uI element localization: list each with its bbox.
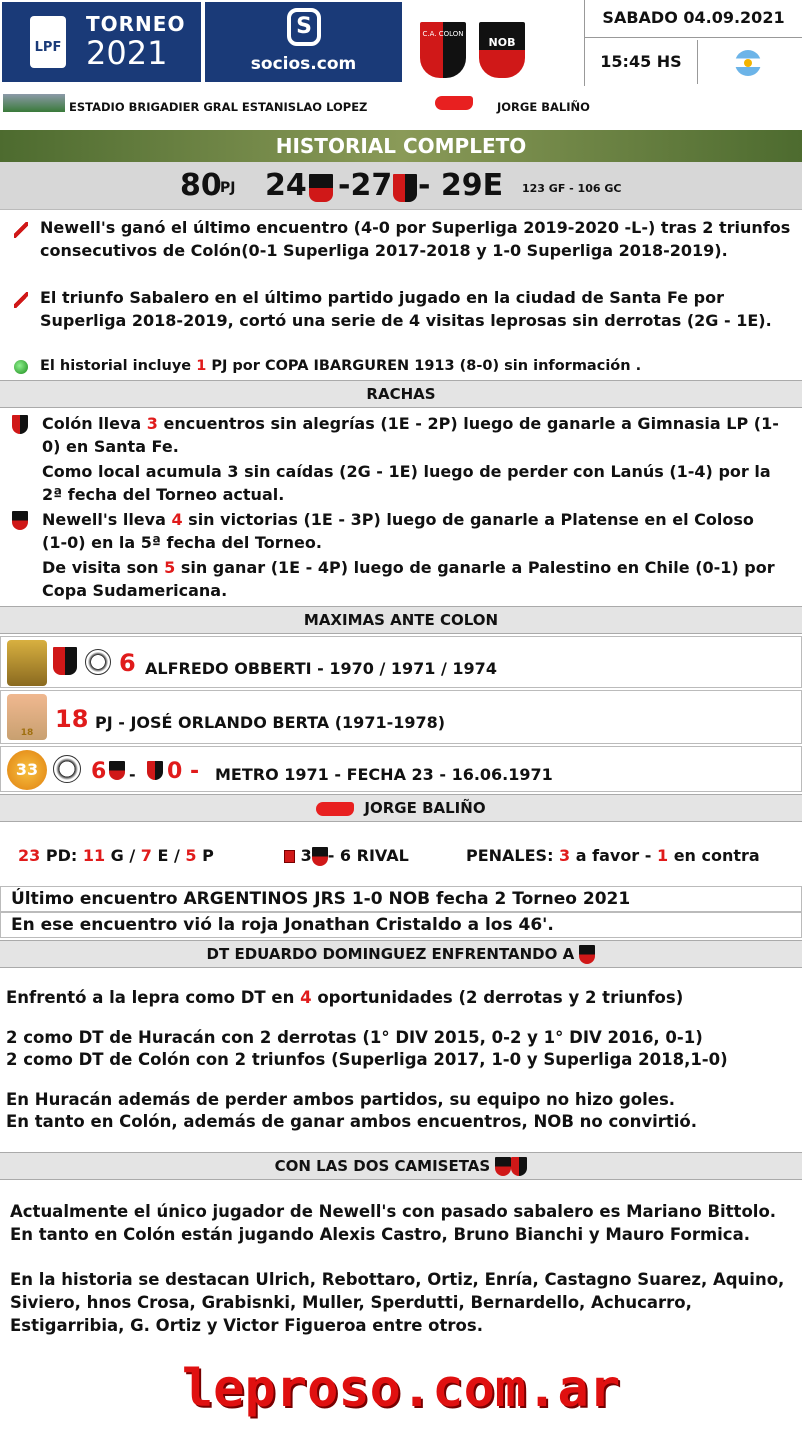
racha-colon-n: 3 [146,414,158,433]
dt-line-4: En Huracán además de perder ambos partidos, su equipo no hizo goles. [6,1090,676,1109]
arbitro-g: 11 [82,846,106,865]
camisetas-p2: En la historia se destacan Ulrich, Rebottaro, Ortiz, Enría, Castagno Suarez, Aquino, Siviero, hnos Crosa, Grabisnki, Muller, Sperdutti, Bernardello, Achucarro, Estigarribia, G. Ortiz y Victor Figueroa entre otros. [10,1270,785,1335]
match-time: 15:45 HS [585,40,698,84]
player-trophy-icon: 18 [7,694,47,740]
nob-crest-icon: NOB [479,22,525,78]
nob-shield-icon [12,511,28,530]
stadium-name: ESTADIO BRIGADIER GRAL ESTANISLAO LOPEZ [69,100,368,114]
roja-row [0,912,802,938]
racha-colon-local: Como local acumula 3 sin caídas (2G - 1E) luego de perder con Lanús (1-4) por la 2ª fecha del Torneo actual. [42,462,771,504]
header [0,0,802,86]
soccer-ball-icon [53,755,81,783]
medal-icon: 33 [7,750,47,790]
arbitro-p-label: P [196,846,214,865]
racha-nob-vn: 5 [164,558,176,577]
match-info [584,0,802,86]
pen-icon [14,292,28,308]
nob-shield-icon [312,847,328,866]
dt-header [0,940,802,968]
rojas-rival: - 6 RIVAL [327,846,409,865]
racha-nob-visita [42,556,782,602]
torneo-year: 2021 [86,34,168,72]
racha-nob-a: Newell's lleva [42,510,172,529]
arbitro-roja: En ese encuentro vió la roja Jonathan Cristaldo a los 46'. [11,915,554,935]
goals-summary: 123 GF - 106 GC [522,182,622,195]
note-2: El triunfo Sabalero en el último partido jugado en la ciudad de Santa Fe por Superliga 2018-2019, cortó una serie de 4 visitas leprosas sin derrotas (2G - 1E). [40,288,772,330]
note-3 [40,355,641,378]
sponsor-name: socios.com [250,54,357,74]
referee-name: JORGE BALIÑO [497,100,590,114]
pen-end: en contra [668,846,760,865]
arbitro-p: 5 [185,846,197,865]
note-1: Newell's ganó el último encuentro (4-0 por Superliga 2019-2020 -L-) tras 2 triunfos consecutivos de Colón(0-1 Superliga 2017-2018 y 1-0 Superliga 2018-2019). [40,218,791,260]
racha-nob-n: 4 [171,510,183,529]
maximas-header: MAXIMAS ANTE COLON [0,606,802,634]
colon-crest-icon: C.A. COLON [420,22,466,78]
match-date: SABADO 04.09.2021 [585,0,802,38]
note-3-b: PJ por COPA IBARGUREN 1913 (8-0) sin información . [206,358,642,374]
arbitro-e: 7 [140,846,152,865]
arbitro-title: JORGE BALIÑO [364,799,486,817]
arbitro-pd: 23 [18,846,41,865]
lpf-logo: LPF [30,16,66,68]
goleador-text: ALFREDO OBBERTI - 1970 / 1971 / 1974 [145,659,497,678]
draws: - 29E [418,168,504,203]
nob-wins: 24 [265,168,307,203]
dt-l1n: 4 [300,988,312,1007]
dt-line-1 [6,986,683,1009]
arbitro-header [0,794,802,822]
goleador-goals: 6 [119,649,136,677]
pj-label: PJ [220,180,236,196]
nob-shield-icon [495,1157,511,1176]
goleada-row [0,746,802,792]
note-3-count: 1 [196,358,207,374]
camisetas-p1: Actualmente el único jugador de Newell's con pasado sabalero es Mariano Bittolo. En tanto en Colón están jugando Alexis Castro, Bruno Bianchi y Mauro Formica. [10,1202,777,1244]
nob-shield-icon [109,761,125,780]
note-3-a: El historial incluye [40,358,197,374]
presencias-count: 18 [55,705,89,733]
site-logo[interactable]: leproso.com.ar [181,1359,621,1419]
torneo-label: TORNEO [86,12,186,36]
whistle-icon [316,802,354,816]
colon-shield-icon [12,415,28,434]
rojas-count: 3 [300,846,312,865]
dt-l1b: oportunidades (2 derrotas y 2 triunfos) [311,988,684,1007]
dt-l1a: Enfrentó a la lepra como DT en [6,988,301,1007]
racha-colon-b: encuentros sin alegrías (1E - 2P) luego de ganarle a Gimnasia LP (1-0) en Santa Fe. [42,414,779,456]
camisetas-header [0,1152,802,1180]
pen-label: PENALES: [466,846,560,865]
socios-icon: S [287,8,321,46]
dt-line-3: 2 como DT de Colón con 2 triunfos (Superliga 2017, 1-0 y Superliga 2018,1-0) [6,1050,728,1069]
goleada-sep: - [129,765,136,784]
colon-shield-icon [393,174,417,202]
colon-shield-icon [53,647,77,675]
arbitro-rojas [284,844,409,867]
arbitro-pd-label: PD: [40,846,83,865]
goleada-nob-goals: 6 [91,759,107,784]
colon-shield-icon [511,1157,527,1176]
stadium-icon [3,94,65,112]
dt-title: DT EDUARDO DOMINGUEZ ENFRENTANDO A [206,945,575,963]
historial-score [0,162,802,210]
dt-line-2: 2 como DT de Huracán con 2 derrotas (1° DIV 2015, 0-2 y 1° DIV 2016, 0-1) [6,1028,703,1047]
soccer-ball-icon [85,649,111,675]
presencias-text: PJ - JOSÉ ORLANDO BERTA (1971-1978) [95,713,446,732]
historial-title: HISTORIAL COMPLETO [0,130,802,162]
pen-icon [14,222,28,238]
racha-nob-b: sin victorias (1E - 3P) luego de ganarle a Platense en el Coloso (1-0) en la 5ª fecha del Torneo. [42,510,754,552]
sponsor-banner [205,2,402,82]
venue-row [0,86,802,130]
pen-contra: 1 [656,846,669,865]
pen-favor: 3 [559,846,571,865]
racha-nob-va: De visita son [42,558,165,577]
goleada-text: METRO 1971 - FECHA 23 - 16.06.1971 [215,765,553,784]
goleada-colon-goals: 0 - [167,759,200,784]
arbitro-stats [18,844,214,867]
racha-nob [42,508,782,554]
nob-shield-icon [309,174,333,202]
arbitro-e-label: E / [151,846,186,865]
presencias-row [0,690,802,744]
torneo-banner [2,2,201,82]
arbitro-penales [466,844,760,867]
nob-shield-icon [579,945,595,964]
golden-boot-icon [7,640,47,686]
arbitro-g-label: G / [105,846,141,865]
racha-nob-vb: sin ganar (1E - 4P) luego de ganarle a Palestino en Chile (0-1) por Copa Sudamericana. [42,558,775,600]
colon-wins: -27 [338,168,393,203]
rachas-header: RACHAS [0,380,802,408]
total-pj: 80 [180,168,222,203]
dt-line-5: En tanto en Colón, además de ganar ambos encuentros, NOB no convirtió. [6,1112,698,1131]
green-ball-icon [14,360,28,374]
colon-shield-icon [147,761,163,780]
racha-colon-a: Colón lleva [42,414,147,433]
racha-colon [42,412,782,458]
whistle-icon [435,96,473,110]
goleador-row [0,636,802,688]
camisetas-title: CON LAS DOS CAMISETAS [274,1157,491,1175]
arbitro-ultimo: Último encuentro ARGENTINOS JRS 1-0 NOB fecha 2 Torneo 2021 [11,889,631,909]
ultimo-row [0,886,802,912]
pen-mid: a favor - [570,846,657,865]
red-card-icon [284,850,295,863]
argentina-flag-icon [735,50,761,76]
